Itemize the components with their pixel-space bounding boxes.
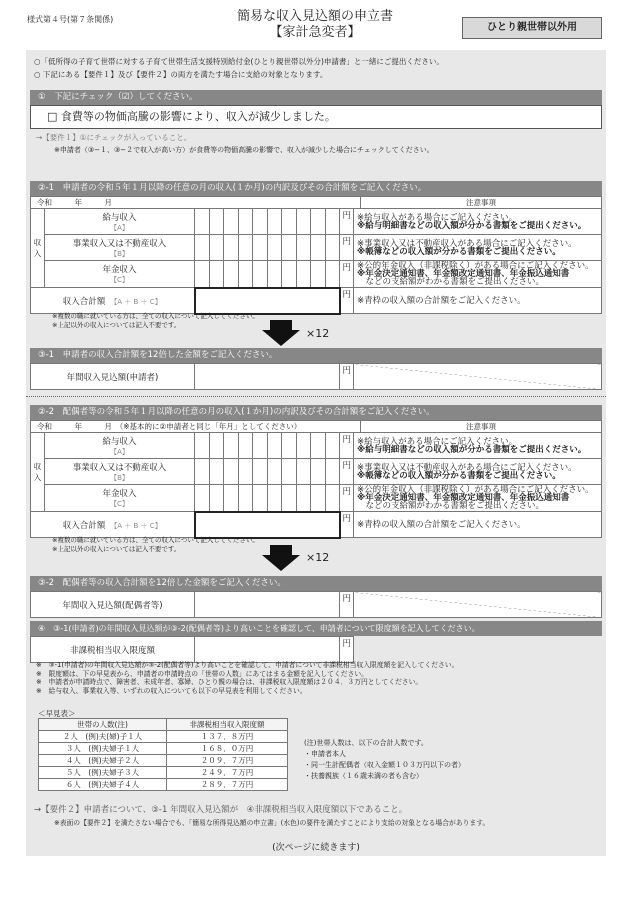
quick-header-limit: 非課税相当収入限度額 — [167, 719, 288, 731]
pension-digit[interactable] — [224, 261, 239, 288]
table-row — [39, 743, 288, 755]
annual-spouse-input[interactable] — [195, 592, 340, 618]
spouse-business-digit[interactable] — [282, 459, 297, 485]
income-table-spouse — [30, 432, 602, 539]
business-label: 事業収入又は不動産収入 【B】 — [45, 459, 195, 485]
total-note: ※青枠の収入額の合計額をご記入ください。 — [354, 512, 602, 538]
section-2-1-header: ②-1 申請者の令和５年１月以降の任意の月の収入(１か月)の内訳及びその合計額をご記入ください。 — [30, 181, 602, 196]
yen-unit: 円 — [340, 592, 354, 618]
section-1-header: ① 下記にチェック（☑）してください。 — [30, 90, 602, 105]
quick-household-cell: ５人 (例)夫婦子３人 — [39, 767, 167, 779]
total-label: 収入合計額 【A ＋ B ＋ C】 — [31, 512, 195, 538]
business-digit[interactable] — [282, 235, 297, 261]
spouse-pension-digit[interactable] — [238, 485, 253, 512]
table-row — [39, 731, 288, 743]
spouse-business-digit[interactable] — [325, 459, 340, 485]
spouse-salary-digit[interactable] — [209, 433, 224, 459]
spouse-salary-digit[interactable] — [267, 433, 282, 459]
limit-table — [30, 636, 602, 663]
spouse-salary-digit[interactable] — [253, 433, 268, 459]
spouse-footnotes: ※複数の職に就いている方は、全ての収入について記入してください。 ※上記以外の収入については記入不要です。 — [52, 536, 259, 553]
form-number: 様式第４号(第７条関係) — [27, 15, 114, 24]
salary-notes: ※給与収入がある場合にご記入ください。 ※給与明細書などの収入額が分かる書類をご提出ください。 — [354, 433, 602, 459]
pension-label: 年金収入 【C】 — [45, 261, 195, 288]
down-arrow-icon — [270, 320, 292, 330]
pension-digit[interactable] — [296, 261, 311, 288]
quick-limit-cell: １６８．０万円 — [167, 743, 288, 755]
yen-unit: 円 — [340, 364, 354, 390]
pension-digit[interactable] — [311, 261, 326, 288]
business-digit[interactable] — [311, 235, 326, 261]
reduction-checkbox[interactable]: □ 食費等の物価高騰の影響により、収入が減少しました。 — [30, 105, 602, 129]
times-12-label: ×12 — [306, 327, 330, 340]
business-label: 事業収入又は不動産収入 【B】 — [45, 235, 195, 261]
total-note: ※青枠の収入額の合計額をご記入ください。 — [354, 288, 602, 314]
business-digit[interactable] — [253, 235, 268, 261]
quick-household-cell: ３人 (例)夫婦子１人 — [39, 743, 167, 755]
business-digit[interactable] — [267, 235, 282, 261]
section-1-note: ※申請者（③−１、③−２で収入が高い方）が食費等の物価高騰の影響で、収入が減少した場合にチェックしてください。 — [54, 146, 434, 154]
yen-unit: 円 — [340, 459, 354, 485]
annual-spouse-label: 年間収入見込額(配偶者等) — [31, 592, 195, 618]
yen-unit: 円 — [340, 288, 354, 314]
salary-notes: ※給与収入がある場合にご記入ください。 ※給与明細書などの収入額が分かる書類をご提出ください。 — [354, 209, 602, 235]
requirement-1: →【要件１】①にチェックが入っていること。 — [36, 133, 192, 142]
quick-household-cell: ４人 (例)夫婦子２人 — [39, 755, 167, 767]
total-label: 収入合計額 【A ＋ B ＋ C】 — [31, 288, 195, 314]
spouse-pension-digit[interactable] — [311, 485, 326, 512]
quick-limit-cell: ２０９．７万円 — [167, 755, 288, 767]
salary-digit[interactable] — [238, 209, 253, 235]
spouse-salary-digit[interactable] — [195, 433, 210, 459]
yen-unit: 円 — [340, 485, 354, 512]
salary-digit[interactable] — [311, 209, 326, 235]
spouse-business-digit[interactable] — [311, 459, 326, 485]
intro-line-2: ○ 下記にある【要件１】及び【要件２】の両方を満たす場合に支給の対象となります。 — [34, 70, 328, 79]
salary-digit[interactable] — [325, 209, 340, 235]
section-3-1-header: ③-1 申請者の収入合計額を12倍した金額をご記入ください。 — [30, 348, 602, 363]
business-digit[interactable] — [195, 235, 210, 261]
quick-header-household: 世帯の人数(注) — [39, 719, 167, 731]
income-side-label: 収入 — [31, 433, 45, 512]
salary-digit[interactable] — [224, 209, 239, 235]
section-divider — [26, 396, 606, 397]
spouse-salary-digit[interactable] — [311, 433, 326, 459]
requirement-2: →【要件２】申請者について、③-1 年間収入見込額が ④非課税相当収入限度額以下であること。 — [34, 805, 408, 815]
yen-unit: 円 — [340, 637, 354, 663]
spouse-pension-digit[interactable] — [267, 485, 282, 512]
salary-digit[interactable] — [282, 209, 297, 235]
business-notes: ※事業収入又は不動産収入がある場合にご記入ください。 ※帳簿などの収入額が分かる書類をご提出ください。 — [354, 459, 602, 485]
section-4-notes: ※ ③-1(申請者)の年間収入見込額が③-2(配偶者等)より高いことを確認して、申請者について非課税相当収入限度額を記入してください。 ※ 限度額は、下の早見表から、申請者の申請時点の「世帯の人数」にあてはまる金額を記入してください。 ※ 申請者が申請時点で、障害者、未成年者、寡婦、ひとり親の場合は、非課税収入限度額は２０４．３万円としてください。 ※ 給与収入、事業収入等、いずれの収入についても以下の早見表を利用してください。 — [36, 661, 459, 695]
annual-applicant-input[interactable] — [195, 364, 340, 390]
salary-digit[interactable] — [209, 209, 224, 235]
salary-digit[interactable] — [253, 209, 268, 235]
pension-digit[interactable] — [209, 261, 224, 288]
quick-household-cell: ６人 (例)夫婦子４人 — [39, 779, 167, 791]
section-3-2-header: ③-2 配偶者等の収入合計額を12倍した金額をご記入ください。 — [30, 576, 602, 591]
yen-unit: 円 — [340, 512, 354, 538]
income-side-label: 収入 — [31, 209, 45, 288]
pension-digit[interactable] — [325, 261, 340, 288]
annual-spouse-table — [30, 591, 602, 618]
yen-unit: 円 — [340, 433, 354, 459]
quick-limit-cell: ２８９．７万円 — [167, 779, 288, 791]
notes-header: 注意事項 — [361, 421, 602, 433]
table-row — [39, 767, 288, 779]
notes-header: 注意事項 — [361, 197, 602, 209]
spouse-business-digit[interactable] — [253, 459, 268, 485]
month-label[interactable]: 令和 年 月 — [31, 197, 361, 209]
income-table-applicant — [30, 208, 602, 315]
spouse-business-digit[interactable] — [209, 459, 224, 485]
quick-household-cell: ２人 (例)夫(婦)子１人 — [39, 731, 167, 743]
salary-label: 給与収入 【A】 — [45, 433, 195, 459]
spouse-pension-digit[interactable] — [325, 485, 340, 512]
spouse-salary-digit[interactable] — [282, 433, 297, 459]
spouse-business-digit[interactable] — [195, 459, 210, 485]
pension-digit[interactable] — [238, 261, 253, 288]
pension-label: 年金収入 【C】 — [45, 485, 195, 512]
business-digit[interactable] — [296, 235, 311, 261]
business-digit[interactable] — [238, 235, 253, 261]
crossed-cell — [354, 364, 602, 390]
limit-label: 非課税相当収入限度額 — [31, 637, 195, 663]
section-4-header: ④ ③-1(申請者)の年間収入見込額が③-2(配偶者等)より高いことを確認して、申請者について限度額を記入してください。 — [30, 621, 602, 636]
spouse-salary-digit[interactable] — [325, 433, 340, 459]
spouse-pension-digit[interactable] — [296, 485, 311, 512]
yen-unit: 円 — [340, 209, 354, 235]
business-digit[interactable] — [209, 235, 224, 261]
pension-digit[interactable] — [267, 261, 282, 288]
spouse-business-digit[interactable] — [296, 459, 311, 485]
pension-digit[interactable] — [253, 261, 268, 288]
business-digit[interactable] — [224, 235, 239, 261]
quick-limit-cell: １３７．８万円 — [167, 731, 288, 743]
annual-applicant-label: 年間収入見込額(申請者) — [31, 364, 195, 390]
salary-label: 給与収入 【A】 — [45, 209, 195, 235]
section-2-2-header: ②-2 配偶者等の令和５年１月以降の任意の月の収入(１か月)の内訳及びその合計額をご記入ください。 — [30, 405, 602, 420]
salary-digit[interactable] — [267, 209, 282, 235]
spouse-pension-digit[interactable] — [282, 485, 297, 512]
times-12-label: ×12 — [306, 551, 330, 564]
down-arrow-icon — [262, 555, 300, 571]
quick-table — [38, 718, 288, 791]
spouse-business-digit[interactable] — [267, 459, 282, 485]
intro-line-1: ○「低所得の子育て世帯に対する子育て世帯生活支援特別給付金(ひとり親世帯以外分)申請書」と一緒にご提出ください。 — [34, 57, 444, 66]
spouse-salary-digit[interactable] — [224, 433, 239, 459]
spouse-business-digit[interactable] — [224, 459, 239, 485]
title-sub: 【家計急変者】 — [269, 25, 361, 40]
down-arrow-icon — [270, 545, 292, 555]
annual-applicant-table — [30, 363, 602, 390]
title-main: 簡易な収入見込額の申立書 — [236, 9, 393, 24]
limit-input[interactable] — [195, 637, 340, 663]
table-row — [39, 779, 288, 791]
form-frame — [26, 50, 606, 856]
yen-unit: 円 — [340, 261, 354, 288]
yen-unit: 円 — [340, 235, 354, 261]
continued-note: (次ページに続きます) — [272, 843, 360, 853]
pension-digit[interactable] — [282, 261, 297, 288]
spouse-pension-digit[interactable] — [195, 485, 210, 512]
spouse-total-input[interactable] — [195, 512, 340, 538]
spouse-pension-digit[interactable] — [224, 485, 239, 512]
requirement-2-note: ※表面の【要件２】を満たさない場合でも、「簡易な所得見込額の申立書」(水色)の要件を満たすことにより支給の対象となる場合があります。 — [54, 819, 490, 827]
pension-digit[interactable] — [195, 261, 210, 288]
spouse-month-label[interactable]: 令和 年 月 （※基本的に②申請者と同じ「年月」としてください） — [31, 421, 361, 433]
quick-table-caption: ＜早見表＞ — [38, 709, 76, 718]
spouse-pension-digit[interactable] — [209, 485, 224, 512]
applicant-footnotes: ※複数の職に就いている方は、全ての収入について記入してください。 ※上記以外の収入については記入不要です。 — [52, 312, 259, 329]
spouse-salary-digit[interactable] — [238, 433, 253, 459]
pension-notes: ※公的年金収入（非課税除く）がある場合にご記入ください。 ※年金決定通知書、年金額改定通知書、年金振込通知書 などの支給額がわかる書類をご提出ください。 — [354, 261, 602, 288]
household-type-tag: ひとり親世帯以外用 — [462, 17, 602, 39]
business-notes: ※事業収入又は不動産収入がある場合にご記入ください。 ※帳簿などの収入額が分かる書類をご提出ください。 — [354, 235, 602, 261]
quick-limit-cell: ２４９．７万円 — [167, 767, 288, 779]
spouse-business-digit[interactable] — [238, 459, 253, 485]
spouse-pension-digit[interactable] — [253, 485, 268, 512]
table-row — [39, 755, 288, 767]
salary-digit[interactable] — [195, 209, 210, 235]
down-arrow-icon — [262, 330, 300, 346]
business-digit[interactable] — [325, 235, 340, 261]
crossed-cell — [354, 592, 602, 618]
salary-digit[interactable] — [296, 209, 311, 235]
total-amount-input[interactable] — [195, 288, 340, 314]
spouse-salary-digit[interactable] — [296, 433, 311, 459]
pension-notes: ※公的年金収入（非課税除く）がある場合にご記入ください。 ※年金決定通知書、年金額改定通知書、年金振込通知書 などの支給額がわかる書類をご提出ください。 — [354, 485, 602, 512]
blank-cell — [354, 637, 603, 663]
household-note: (注)世帯人数は、以下の合計人数です。 ・申請者本人 ・同一生計配偶者（収入金額１０３万円以下の者） ・扶養親族（１６歳未満の者も含む） — [304, 739, 465, 780]
